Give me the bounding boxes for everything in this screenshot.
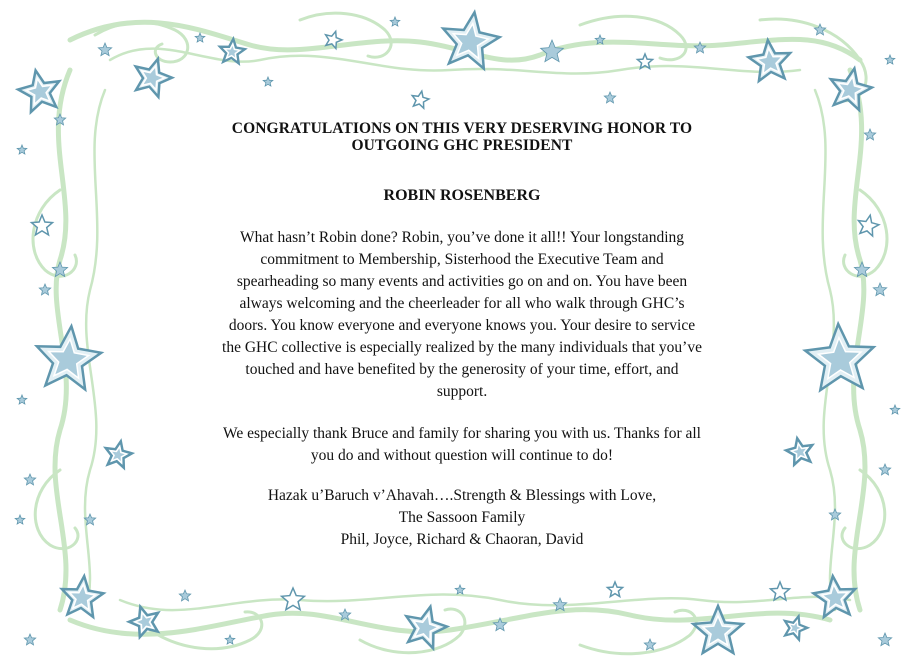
letter-body bbox=[150, 110, 774, 551]
star-icon bbox=[885, 55, 895, 64]
star-icon bbox=[873, 283, 886, 296]
star-icon bbox=[644, 639, 655, 650]
star-icon bbox=[17, 395, 27, 404]
star-icon bbox=[864, 129, 875, 140]
star-icon bbox=[878, 633, 891, 646]
paragraph-line: commitment to Membership, Sisterhood the Executive Team and bbox=[260, 251, 664, 268]
star-icon bbox=[15, 515, 25, 524]
star-icon bbox=[282, 588, 305, 610]
star-icon bbox=[24, 634, 35, 645]
star-icon bbox=[39, 284, 50, 295]
star-icon bbox=[412, 91, 429, 108]
star-icon bbox=[17, 145, 27, 154]
paragraph-line: you do and without question will continue to do! bbox=[310, 447, 614, 464]
star-icon bbox=[541, 40, 564, 62]
star-icon bbox=[890, 405, 900, 414]
star-icon bbox=[604, 92, 615, 103]
paragraph-line: touched and have benefited by the generosity of your time, effort, and bbox=[245, 361, 679, 378]
star-icon bbox=[455, 585, 465, 594]
paragraph-line: support. bbox=[436, 383, 488, 400]
paragraph-line: What hasn’t Robin done? Robin, you’ve done it all!! Your longstanding bbox=[240, 229, 684, 246]
tribute-paragraph bbox=[150, 227, 774, 403]
heading-line: OUTGOING GHC PRESIDENT bbox=[351, 137, 573, 154]
star-icon bbox=[225, 635, 235, 644]
star-icon bbox=[195, 33, 205, 42]
honoree-name: ROBIN ROSENBERG bbox=[383, 187, 541, 204]
star-icon bbox=[390, 17, 400, 26]
star-icon bbox=[24, 474, 35, 485]
signer-name: The Sassoon Family bbox=[398, 509, 526, 526]
star-icon bbox=[263, 77, 273, 86]
star-icon bbox=[607, 582, 622, 597]
paragraph-line: always welcoming and the cheerleader for all who walk through GHC’s bbox=[239, 295, 685, 312]
closing-line: Hazak u’Baruch v’Ahavah….Strength & Blessings with Love, bbox=[267, 487, 657, 504]
star-icon bbox=[879, 464, 890, 475]
paragraph-line: the GHC collective is especially realized by the many individuals that you’ve bbox=[222, 339, 702, 356]
heading-line: CONGRATULATIONS ON THIS VERY DESERVING HONOR TO bbox=[231, 120, 693, 137]
signer-members: Phil, Joyce, Richard & Chaoran, David bbox=[340, 531, 584, 548]
paragraph-line: doors. You know everyone and everyone knows you. Your desire to service bbox=[228, 317, 696, 334]
signature-block bbox=[150, 485, 774, 551]
star-icon bbox=[858, 215, 879, 236]
paragraph-line: spearheading so many events and activities go on and on. You have been bbox=[236, 273, 688, 290]
star-icon bbox=[98, 43, 111, 56]
letter-heading bbox=[150, 120, 774, 154]
star-icon bbox=[179, 590, 190, 601]
paragraph-line: We especially thank Bruce and family for sharing you with us. Thanks for all bbox=[223, 425, 701, 442]
thanks-paragraph bbox=[150, 423, 774, 467]
